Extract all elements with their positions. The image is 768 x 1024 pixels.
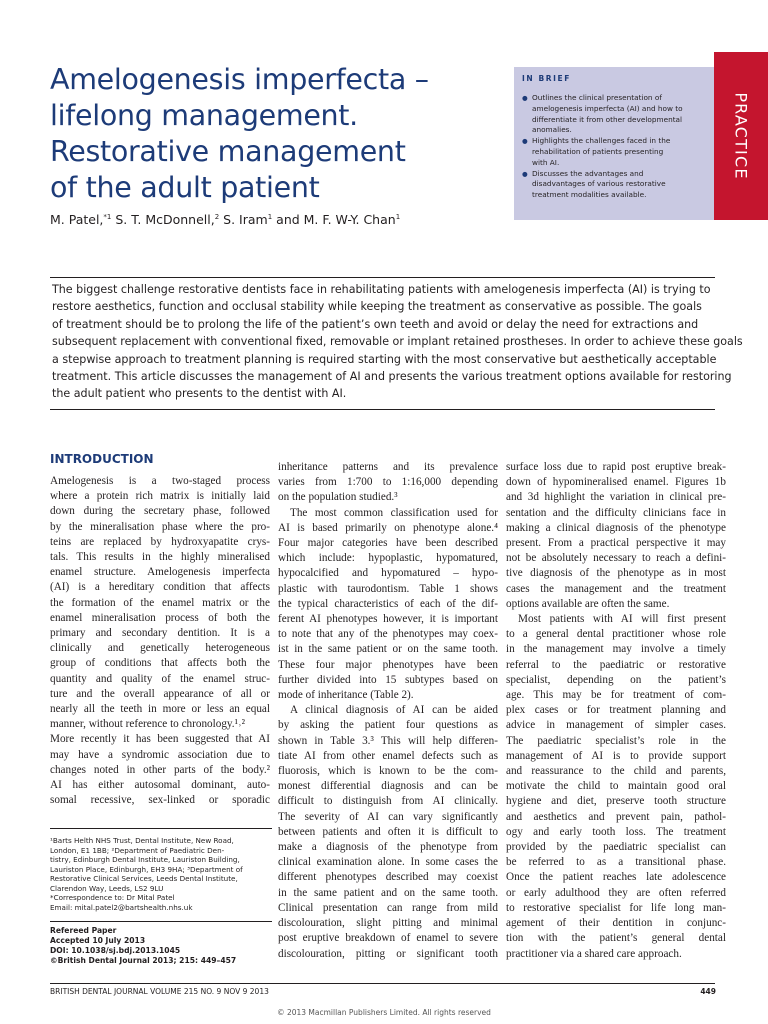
article-title <box>50 62 495 206</box>
body-line: ture and the overall appearance of all or <box>50 687 270 700</box>
section-heading-introduction: INTRODUCTION <box>50 452 154 466</box>
body-column-3 <box>506 460 726 962</box>
in-brief-list <box>522 93 712 201</box>
body-line: referral to the paediatric or restorative <box>506 658 726 671</box>
journal-issue: VOLUME 215 NO. 9 NOV 9 2013 <box>150 987 269 996</box>
author: S. Iram <box>219 212 268 227</box>
journal-footer <box>50 987 269 996</box>
body-line: by the mineralisation phase where the pro- <box>50 520 270 533</box>
title-line: lifelong management. <box>50 99 358 132</box>
in-brief-item <box>522 136 712 168</box>
body-line: monest differential diagnosis and can be <box>278 780 498 793</box>
body-line: advice in management of simpler cases. <box>506 719 726 732</box>
footer-rule <box>50 983 715 984</box>
abstract-bottom-rule <box>50 409 715 410</box>
body-line: AI is based primarily on phenotype alone.⁴ <box>278 521 498 534</box>
abstract-line: the adult patient who presents to the dentist with AI. <box>52 387 347 401</box>
body-line: inheritance patterns and its prevalence <box>278 461 498 473</box>
body-line: between patients and often it is difficult to <box>278 825 498 838</box>
body-line: motivate the child to maintain good oral <box>506 780 726 793</box>
body-line: specialist, depending on the patient’s <box>506 673 726 686</box>
author-affiliation-mark: *1 <box>103 212 112 221</box>
body-line: surface loss due to rapid post eruptive break- <box>506 461 726 473</box>
in-brief-line: amelogenesis imperfecta (AI) and how to <box>532 103 683 113</box>
body-line: practitioner via a shared care approach. <box>506 947 682 960</box>
affiliation-line: Clarendon Way, Leeds, LS2 9LU <box>50 883 164 893</box>
body-line: the typical characteristics of each of the dif- <box>278 597 498 610</box>
body-line: not be absolutely necessary to reach a defini- <box>506 552 726 565</box>
title-line: Amelogenesis imperfecta – <box>50 63 429 96</box>
body-line: plex cases or for treatment planning and <box>506 704 726 717</box>
body-line: Once the patient reaches late adolescence <box>506 871 726 884</box>
abstract-line: subsequent replacement with conventional fixed, removable or implant retained prostheses. In order to achieve these goals <box>52 335 743 349</box>
body-line: tion with the patient’s general dental <box>506 932 726 945</box>
in-brief-item <box>522 169 712 201</box>
title-line: of the adult patient <box>50 171 320 204</box>
body-line: agement of their dentition in conjunc- <box>506 917 726 930</box>
body-line: Most patients with AI will first present <box>518 613 726 626</box>
body-line: different phenotypes described may coexist <box>278 871 498 884</box>
body-line: present. From a practical perspective it may <box>506 537 726 550</box>
body-line: nearly all the teeth in more or less an equal <box>50 703 270 716</box>
in-brief-line: ● Outlines the clinical presentation of <box>532 93 662 102</box>
author-affiliation-mark: 2 <box>214 212 220 221</box>
body-line: difficult to distinguish from AI clinically. <box>278 795 498 808</box>
referee-doi: DOI: 10.1038/sj.bdj.2013.1045 <box>50 946 181 955</box>
body-line: More recently it has been suggested that AI <box>50 733 270 746</box>
in-brief-item <box>522 93 712 136</box>
in-brief-box <box>514 67 714 220</box>
abstract-line: restore aesthetics, function and occlusal stability while keeping the treatment as conservative as possible. The goals <box>52 300 702 314</box>
in-brief-line: with AI. <box>532 157 560 167</box>
section-tab-practice <box>714 52 768 220</box>
body-line: clinically and genetically heterogeneous <box>50 642 270 655</box>
abstract-top-rule <box>50 277 715 278</box>
affiliation-line: *Correspondence to: Dr Mital Patel <box>50 893 175 902</box>
author-list <box>50 212 400 227</box>
in-brief-line: disadvantages of various restorative <box>532 179 666 189</box>
body-line: make a diagnosis of the phenotype from <box>278 841 498 854</box>
affiliation-line: London, E1 1BB; ²Department of Paediatric Den- <box>50 845 225 855</box>
body-line: hygiene and diet, preserve tooth structure <box>506 795 726 808</box>
body-column-2 <box>278 460 498 962</box>
body-line: ferent AI phenotypes however, it is important <box>278 613 498 626</box>
author-affiliation-mark: 1 <box>395 212 401 221</box>
in-brief-line: anomalies. <box>532 125 572 135</box>
abstract-line: The biggest challenge restorative dentists face in rehabilitating patients with amelogenesis imperfecta (AI) is trying to <box>52 283 711 296</box>
body-line: plastic with taurodontism. Table 1 shows <box>278 582 498 595</box>
body-line: Amelogenesis is a two-staged process <box>50 475 270 487</box>
body-line: or early adulthood they are often referred <box>506 886 726 899</box>
body-line: down during the secretary phase, followed <box>50 505 270 518</box>
body-line: and aesthetics and prevent pain, pathol- <box>506 810 726 823</box>
body-line: cases the management and the treatment <box>506 582 726 595</box>
referee-line: Accepted 10 July 2013 <box>50 936 146 945</box>
body-line: varies from 1:700 to 1:16,000 depending <box>278 476 498 489</box>
body-line: be referred to as a transitional phase. <box>506 856 726 869</box>
body-line: ist in the same patient or on the same tooth. <box>278 643 498 656</box>
body-line: which include: hypoplastic, hypomatured, <box>278 552 498 565</box>
affiliation-line: Lauriston Place, Edinburgh, EH3 9HA; ³Department of <box>50 864 243 874</box>
body-line: options available are often the same. <box>506 597 670 610</box>
affiliations <box>50 836 272 912</box>
body-line: management of AI is to provide support <box>506 749 726 762</box>
body-line: tive diagnosis of the phenotype as in most <box>506 567 726 580</box>
body-line: changes noted in other parts of the body.² <box>50 763 270 776</box>
author: M. Patel, <box>50 212 104 227</box>
referee-line: ©British Dental Journal 2013; 215: 449–457 <box>50 956 237 965</box>
body-line: primary and secondary dentition. It is a <box>50 627 270 640</box>
body-line: enamel mineralisation process of both the <box>50 611 270 624</box>
affiliation-line: tistry, Edinburgh Dental Institute, Lauriston Building, <box>50 855 240 864</box>
in-brief-line: treatment modalities available. <box>532 190 647 200</box>
affiliation-line: ¹Barts Helth NHS Trust, Dental Institute, New Road, <box>50 836 234 845</box>
author: and M. F. W-Y. Chan <box>272 212 396 227</box>
referee-info <box>50 926 236 966</box>
referee-rule <box>50 921 272 922</box>
body-line: The most common classification used for <box>290 506 498 519</box>
body-line: Clinical presentation can range from mild <box>278 901 498 914</box>
body-line: discolouration, slight pitting and minimal <box>278 917 498 930</box>
body-line: The severity of AI can vary significantly <box>278 810 498 823</box>
body-line: to restorative specialist for life long man- <box>506 901 726 914</box>
body-line: age. This may be for treatment of com- <box>506 689 726 702</box>
body-line: Four major categories have been described <box>278 537 498 550</box>
abstract-line: a stepwise approach to treatment planning is required starting with the most conservative but aesthetically acceptable <box>52 352 717 366</box>
body-line: to note that any of the phenotypes may coex- <box>278 628 498 641</box>
body-line: mode of inheritance (Table 2). <box>278 689 414 702</box>
body-line: post eruptive breakdown of enamel to severe <box>278 932 498 945</box>
abstract <box>52 281 743 403</box>
copyright-notice: © 2013 Macmillan Publishers Limited. All rights reserved <box>277 1008 491 1017</box>
in-brief-heading: IN BRIEF <box>522 74 572 83</box>
body-line: by asking the patient four questions as <box>278 719 498 732</box>
page-number: 449 <box>700 987 716 996</box>
body-line: making a clinical diagnosis of the phenotype <box>506 521 726 534</box>
title-line: Restorative management <box>50 135 406 168</box>
body-line: shown in Table 3.³ This will help differen- <box>278 734 498 747</box>
body-line: fluorosis, which is known to be the com- <box>278 765 498 778</box>
author-affiliation-mark: 1 <box>267 212 273 221</box>
body-line: may have a syndromic association due to <box>50 748 270 761</box>
in-brief-line: differentiate it from other developmental <box>532 114 683 124</box>
body-column-1 <box>50 474 270 808</box>
affiliation-rule <box>50 828 272 829</box>
author: S. T. McDonnell, <box>111 212 215 227</box>
body-line: teins are replaced by hydroxyapatite crys- <box>50 535 270 548</box>
body-line: provided by the paediatric specialist can <box>506 841 726 854</box>
body-line: hypocalcified and hypomatured – hypo- <box>278 567 498 580</box>
abstract-line: treatment. This article discusses the management of AI and presents the various treatment options available for restoring <box>52 370 732 384</box>
body-line: ogy and early tooth loss. The treatment <box>506 825 726 838</box>
body-line: sentation and the difficulty clinicians face in <box>506 506 726 519</box>
body-line: in the management may involve a timely <box>506 643 726 656</box>
body-line: and 3d highlight the variation in clinical pre- <box>506 491 726 504</box>
affiliation-line: Email: mital.patel2@bartshealth.nhs.uk <box>50 902 193 912</box>
body-line: and reassurance to the child and parents, <box>506 765 726 778</box>
body-line: group of conditions that affects both the <box>50 657 270 670</box>
body-line: tals. This results in the highly mineralised <box>50 551 270 564</box>
body-line: somal recessive, sex-linked or sporadic <box>50 794 270 807</box>
in-brief-line: ● Highlights the challenges faced in the <box>532 136 671 146</box>
body-line: manner, without reference to chronology.¹˒² <box>50 718 246 731</box>
body-line: where a protein rich matrix is initially laid <box>50 490 270 503</box>
section-tab-label: PRACTICE <box>731 92 751 180</box>
body-line: further divided into 15 subtypes based on <box>278 673 498 686</box>
body-line: A clinical diagnosis of AI can be aided <box>290 704 498 717</box>
body-line: quantity and quality of the enamel struc- <box>50 672 270 685</box>
abstract-line: of treatment should be to prolong the life of the patient’s own teeth and avoid or delay the need for extractions and <box>52 317 699 331</box>
body-line: The paediatric specialist’s role in the <box>506 734 726 747</box>
referee-line: Refereed Paper <box>50 926 117 935</box>
body-line: in the same patient and on the same tooth. <box>278 886 498 899</box>
in-brief-line: rehabilitation of patients presenting <box>532 146 664 156</box>
affiliation-line: Restorative Clinical Services, Leeds Dental Institute, <box>50 874 238 883</box>
body-line: tiate AI from other enamel defects such as <box>278 749 498 762</box>
body-line: on the population studied.³ <box>278 491 398 504</box>
journal-name: BRITISH DENTAL JOURNAL <box>50 987 148 996</box>
body-line: down of hypomineralised enamel. Figures 1b <box>506 476 726 489</box>
body-line: enamel structure. Amelogenesis imperfecta <box>50 566 270 579</box>
body-line: to a general dental practitioner whose role <box>506 628 726 641</box>
body-line: These four major phenotypes have been <box>278 658 498 671</box>
body-line: discolouration, pitting or significant tooth <box>278 947 498 960</box>
body-line: AI has either autosomal dominant, auto- <box>50 779 270 792</box>
body-line: (AI) is a hereditary condition that affects <box>50 581 270 594</box>
body-line: the formation of the enamel matrix or the <box>50 596 270 609</box>
body-line: clinical examination alone. In some cases the <box>278 856 498 869</box>
in-brief-line: ● Discusses the advantages and <box>532 168 644 178</box>
